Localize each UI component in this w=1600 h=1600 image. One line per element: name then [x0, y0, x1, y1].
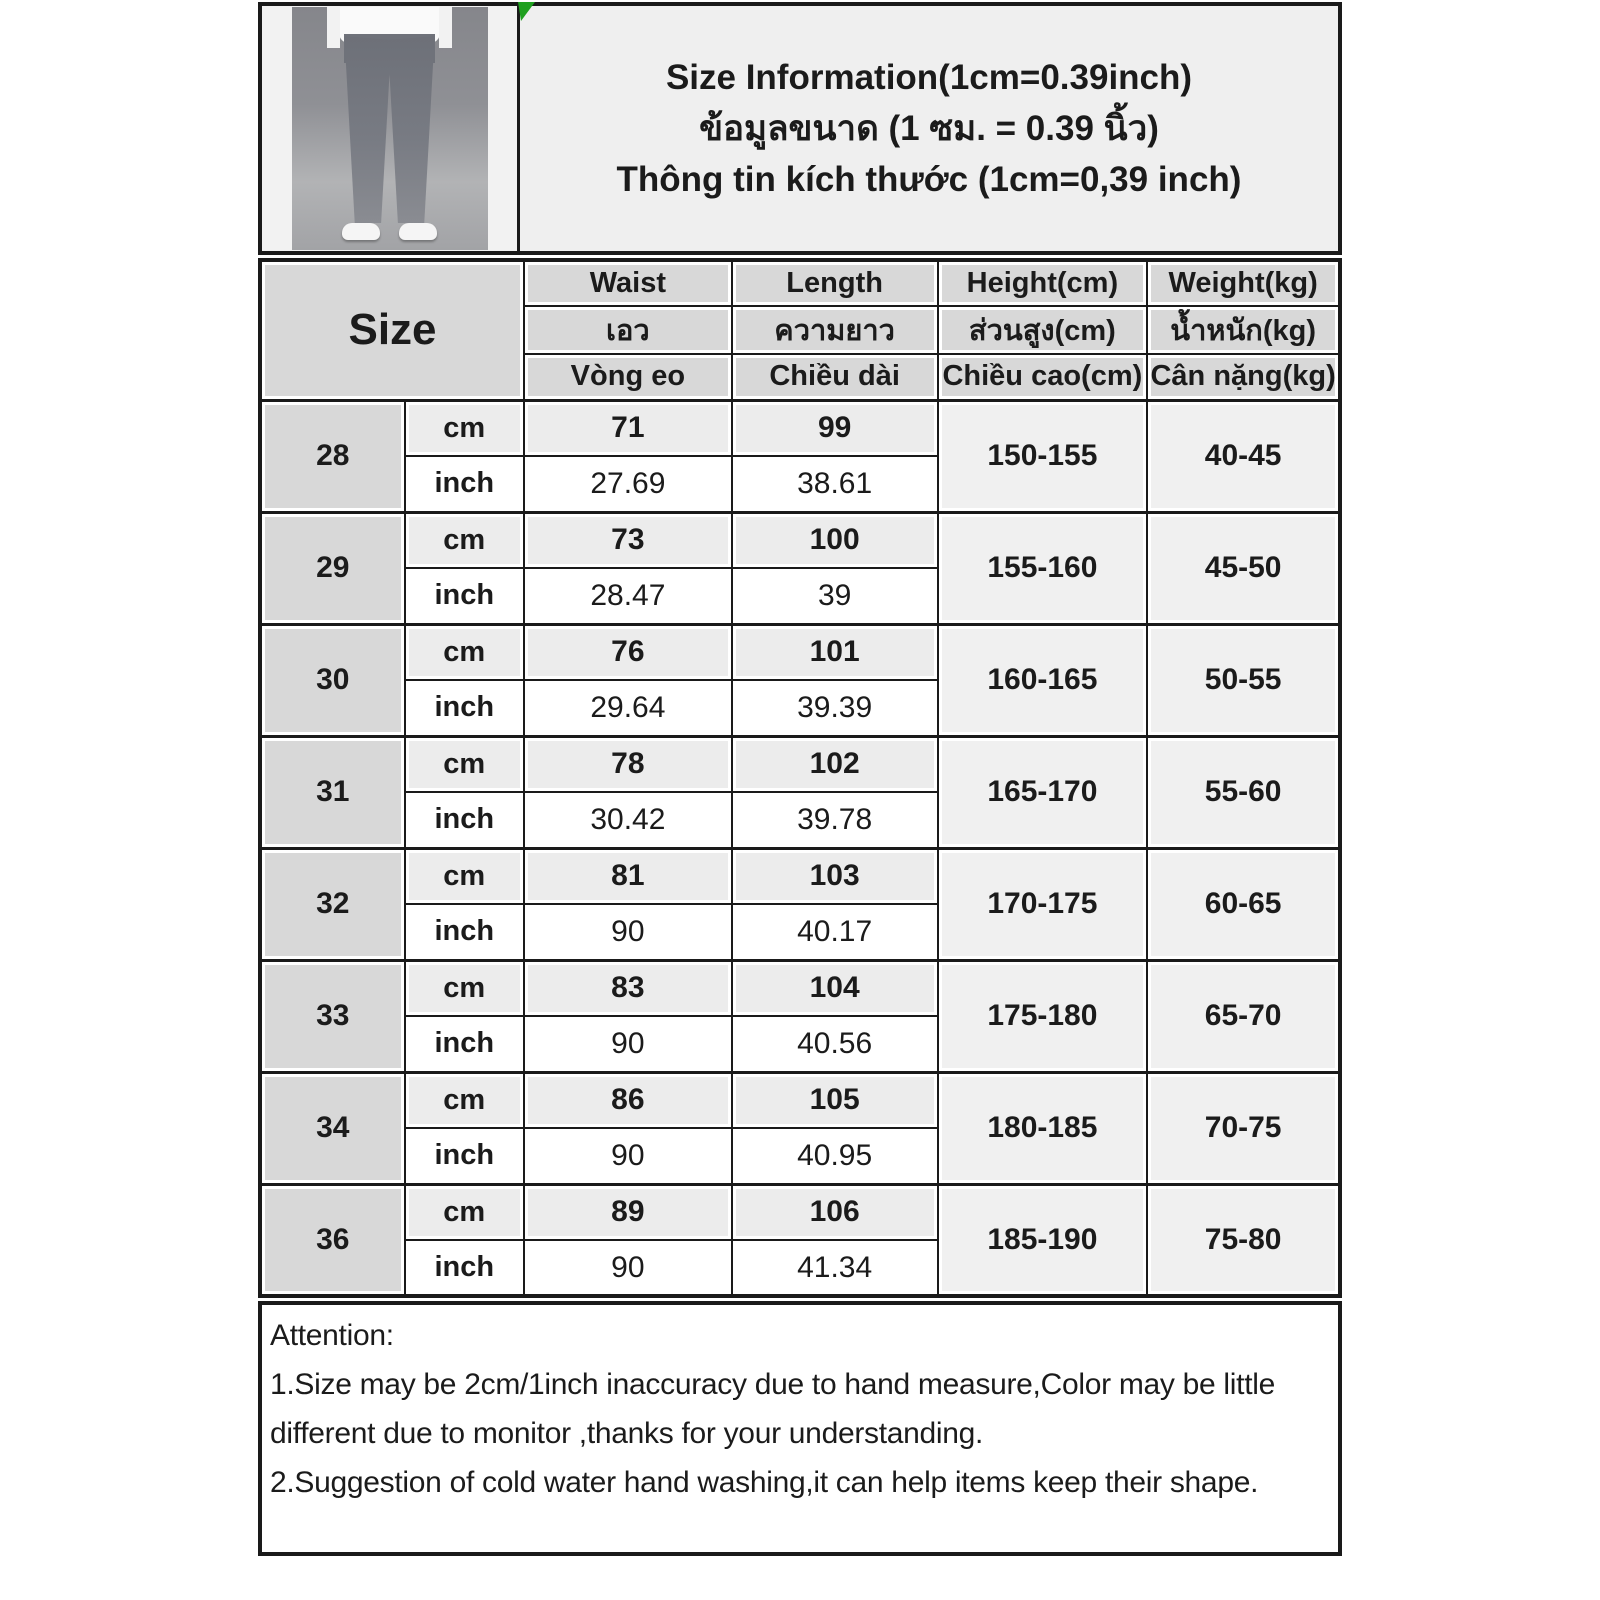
unit-inch: inch [405, 1128, 524, 1184]
unit-cm: cm [405, 1072, 524, 1128]
size-value: 36 [260, 1184, 405, 1296]
photo-sneaker-shape [342, 223, 379, 240]
header-waist-vi: Vòng eo [524, 354, 732, 400]
size-value: 31 [260, 736, 405, 848]
title-line-vi: Thông tin kích thước (1cm=0,39 inch) [616, 160, 1242, 199]
unit-cm: cm [405, 512, 524, 568]
header-size: Size [260, 260, 524, 400]
unit-cm: cm [405, 624, 524, 680]
height-range: 150-155 [938, 400, 1148, 512]
weight-range: 40-45 [1147, 400, 1340, 512]
length-inch: 39.78 [732, 792, 938, 848]
title-line-en: Size Information(1cm=0.39inch) [665, 58, 1193, 97]
title-block [258, 2, 1342, 255]
unit-inch: inch [405, 792, 524, 848]
size-value: 33 [260, 960, 405, 1072]
waist-cm: 83 [524, 960, 732, 1016]
height-range: 180-185 [938, 1072, 1148, 1184]
height-range: 175-180 [938, 960, 1148, 1072]
weight-range: 65-70 [1147, 960, 1340, 1072]
header-waist-en: Waist [524, 260, 732, 306]
unit-inch: inch [405, 680, 524, 736]
weight-range: 70-75 [1147, 1072, 1340, 1184]
unit-cm: cm [405, 736, 524, 792]
weight-range: 60-65 [1147, 848, 1340, 960]
length-cm: 99 [732, 400, 938, 456]
length-cm: 103 [732, 848, 938, 904]
length-cm: 105 [732, 1072, 938, 1128]
header-weight-en: Weight(kg) [1147, 260, 1340, 306]
photo-jeans-leg-shape [344, 36, 391, 223]
product-photo-cell [262, 6, 520, 251]
photo-sneaker-shape [399, 223, 436, 240]
size-row-28 [260, 400, 1340, 512]
unit-inch: inch [405, 456, 524, 512]
waist-cm: 76 [524, 624, 732, 680]
height-range: 185-190 [938, 1184, 1148, 1296]
waist-inch: 30.42 [524, 792, 732, 848]
length-cm: 101 [732, 624, 938, 680]
attention-note-1: 1.Size may be 2cm/1inch inaccuracy due to hand measure,Color may be little different due to monitor ,thanks for your understanding. [270, 1368, 1275, 1450]
height-range: 155-160 [938, 512, 1148, 624]
header-height-vi: Chiều cao(cm) [938, 354, 1148, 400]
unit-inch: inch [405, 904, 524, 960]
unit-cm: cm [405, 400, 524, 456]
unit-cm: cm [405, 960, 524, 1016]
length-cm: 104 [732, 960, 938, 1016]
waist-inch: 90 [524, 904, 732, 960]
size-row-33 [260, 960, 1340, 1072]
table-header [260, 260, 1340, 400]
weight-range: 45-50 [1147, 512, 1340, 624]
waist-cm: 89 [524, 1184, 732, 1240]
size-value: 28 [260, 400, 405, 512]
size-row-31 [260, 736, 1340, 848]
size-row-32 [260, 848, 1340, 960]
attention-note-2: 2.Suggestion of cold water hand washing,it can help items keep their shape. [270, 1466, 1259, 1499]
length-inch: 40.95 [732, 1128, 938, 1184]
size-value: 34 [260, 1072, 405, 1184]
size-row-29 [260, 512, 1340, 624]
length-inch: 38.61 [732, 456, 938, 512]
waist-cm: 73 [524, 512, 732, 568]
waist-inch: 27.69 [524, 456, 732, 512]
waist-inch: 28.47 [524, 568, 732, 624]
waist-inch: 90 [524, 1240, 732, 1296]
length-cm: 100 [732, 512, 938, 568]
unit-inch: inch [405, 1240, 524, 1296]
weight-range: 55-60 [1147, 736, 1340, 848]
photo-arm-shape [327, 7, 341, 48]
waist-inch: 90 [524, 1128, 732, 1184]
header-waist-th: เอว [524, 306, 732, 354]
weight-range: 50-55 [1147, 624, 1340, 736]
header-height-th: ส่วนสูง(cm) [938, 306, 1148, 354]
title-line-th: ข้อมูลขนาด (1 ซม. = 0.39 นิ้ว) [699, 109, 1159, 148]
photo-arm-shape [439, 7, 453, 48]
waist-cm: 81 [524, 848, 732, 904]
product-photo-jeans [292, 7, 488, 250]
waist-cm: 78 [524, 736, 732, 792]
waist-cm: 86 [524, 1072, 732, 1128]
length-cm: 106 [732, 1184, 938, 1240]
waist-cm: 71 [524, 400, 732, 456]
length-inch: 39.39 [732, 680, 938, 736]
size-value: 32 [260, 848, 405, 960]
header-length-vi: Chiều dài [732, 354, 938, 400]
size-row-30 [260, 624, 1340, 736]
photo-jeans-leg-shape [388, 36, 435, 223]
size-value: 30 [260, 624, 405, 736]
height-range: 160-165 [938, 624, 1148, 736]
header-length-th: ความยาว [732, 306, 938, 354]
header-weight-vi: Cân nặng(kg) [1147, 354, 1340, 400]
attention-heading: Attention: [270, 1319, 394, 1352]
header-weight-th: น้ำหนัก(kg) [1147, 306, 1340, 354]
unit-cm: cm [405, 848, 524, 904]
size-row-36 [260, 1184, 1340, 1296]
title-cell [520, 6, 1338, 251]
size-row-34 [260, 1072, 1340, 1184]
height-range: 170-175 [938, 848, 1148, 960]
unit-inch: inch [405, 1016, 524, 1072]
header-length-en: Length [732, 260, 938, 306]
length-cm: 102 [732, 736, 938, 792]
attention-box [258, 1301, 1342, 1556]
unit-cm: cm [405, 1184, 524, 1240]
length-inch: 40.56 [732, 1016, 938, 1072]
size-value: 29 [260, 512, 405, 624]
waist-inch: 29.64 [524, 680, 732, 736]
green-flag-icon [518, 2, 536, 22]
unit-inch: inch [405, 568, 524, 624]
size-table [258, 258, 1342, 1298]
length-inch: 41.34 [732, 1240, 938, 1296]
size-chart-sheet [258, 2, 1342, 1556]
height-range: 165-170 [938, 736, 1148, 848]
weight-range: 75-80 [1147, 1184, 1340, 1296]
waist-inch: 90 [524, 1016, 732, 1072]
header-height-en: Height(cm) [938, 260, 1148, 306]
length-inch: 39 [732, 568, 938, 624]
length-inch: 40.17 [732, 904, 938, 960]
